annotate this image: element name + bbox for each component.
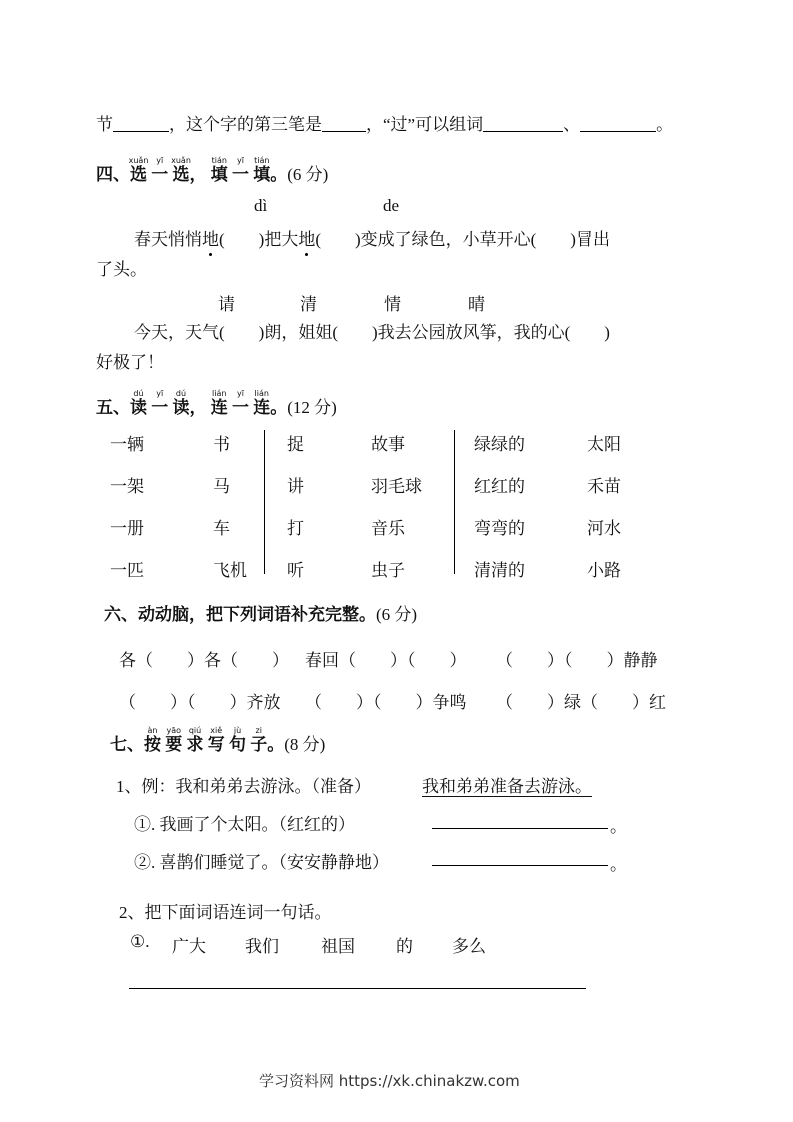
choice-qing-2: 清 <box>300 295 317 314</box>
pinyin-de: de <box>383 196 400 215</box>
match-col3-item[interactable]: 捉 <box>287 435 304 454</box>
idiom-3: （ ）（ ）静静 <box>496 651 658 670</box>
idiom-1: 各（ ）各（ ） <box>119 651 289 670</box>
idiom-4: （ ）（ ）齐放 <box>119 693 281 712</box>
sec4-sentence-1-line-2: 了头。 <box>96 260 147 279</box>
section-5-title: 五、读dú 一yī 读dú， 连lián 一yī 连lián。(12 分) <box>96 389 337 417</box>
match-col6-item[interactable]: 河水 <box>587 519 621 538</box>
answer-line-1-period: 。 <box>610 817 627 836</box>
match-col4-item[interactable]: 音乐 <box>371 519 405 538</box>
answer-line-1[interactable] <box>432 828 608 829</box>
choice-qing-1: 请 <box>218 295 235 314</box>
match-col6-item[interactable]: 太阳 <box>587 435 621 454</box>
blank-3[interactable] <box>483 115 563 132</box>
sec4-sentence-2: 今天，天气( )朗，姐姐( )我去公园放风筝，我的心( ) <box>134 323 610 342</box>
answer-line-2[interactable] <box>432 865 608 866</box>
match-col5-item[interactable]: 清清的 <box>474 561 525 580</box>
top-text-e: 。 <box>656 115 674 134</box>
sentence-answer-line[interactable] <box>129 988 586 989</box>
match-col2-item[interactable]: 飞机 <box>213 561 247 580</box>
footer-watermark: 学习资料网 https://xk.chinakzw.com <box>259 1072 520 1090</box>
match-col5-item[interactable]: 绿绿的 <box>474 435 525 454</box>
choice-qing-4: 晴 <box>468 295 485 314</box>
blank-1[interactable] <box>113 115 169 132</box>
match-col1-item[interactable]: 一匹 <box>110 561 144 580</box>
pinyin-di: dì <box>254 196 268 215</box>
word-5: 多么 <box>452 937 486 956</box>
section-7-score: (8 分) <box>284 735 326 754</box>
idiom-2: 春回（ ）（ ） <box>305 651 467 670</box>
match-col4-item[interactable]: 故事 <box>371 435 405 454</box>
match-col5-item[interactable]: 弯弯的 <box>474 519 525 538</box>
section-6-title: 六、动动脑，把下列词语补充完整。(6 分) <box>104 605 418 624</box>
match-col2-item[interactable]: 车 <box>213 519 230 538</box>
match-divider-1 <box>264 430 265 574</box>
word-1: 广大 <box>172 937 206 956</box>
sec4-sentence-2-line-2: 好极了！ <box>96 353 164 372</box>
part-2-instruction: 2、把下面词语连词一句话。 <box>119 903 332 922</box>
match-col2-item[interactable]: 书 <box>213 435 230 454</box>
top-text-d: 、 <box>563 115 581 134</box>
top-text-b: ，这个字的第三笔是 <box>169 115 322 134</box>
match-col5-item[interactable]: 红红的 <box>474 477 525 496</box>
match-col3-item[interactable]: 打 <box>287 519 304 538</box>
choice-qing-3: 情 <box>384 295 401 314</box>
section-4-title: 四、选xuǎn 一yī 选xuǎn， 填tián 一yī 填tián。(6 分) <box>96 156 329 184</box>
match-col1-item[interactable]: 一架 <box>110 477 144 496</box>
idiom-6: （ ）绿（ ）红 <box>496 693 666 712</box>
section-5-num: 五、 <box>96 398 130 417</box>
idiom-5: （ ）（ ）争鸣 <box>305 693 467 712</box>
rewrite-question-2: ②. 喜鹊们睡觉了。（安安静静地） <box>134 853 389 872</box>
word-3: 祖国 <box>321 937 355 956</box>
match-divider-2 <box>454 430 455 574</box>
section-7-num: 七、 <box>110 735 144 754</box>
top-text-c: ，“过”可以组词 <box>366 115 484 134</box>
match-col6-item[interactable]: 小路 <box>587 561 621 580</box>
dotted-char-2: 地 <box>298 225 315 250</box>
section-6-score: (6 分) <box>376 605 418 624</box>
match-col3-item[interactable]: 听 <box>287 561 304 580</box>
blank-4[interactable] <box>580 115 656 132</box>
match-col6-item[interactable]: 禾苗 <box>587 477 621 496</box>
sec4-sentence-1: 春天悄悄地( )把大地( )变成了绿色，小草开心( )冒出 <box>134 225 610 250</box>
match-col1-item[interactable]: 一册 <box>110 519 144 538</box>
words-num: ①. <box>130 932 150 951</box>
word-2: 我们 <box>245 937 279 956</box>
match-col2-item[interactable]: 马 <box>213 477 230 496</box>
section-4-score: (6 分) <box>287 165 329 184</box>
match-col3-item[interactable]: 讲 <box>287 477 304 496</box>
dotted-char-1: 地 <box>202 225 219 250</box>
rewrite-question-1: ①. 我画了个太阳。（红红的） <box>134 815 355 834</box>
example-answer: 我和弟弟准备去游泳。 <box>422 777 592 796</box>
match-col4-item[interactable]: 虫子 <box>371 561 405 580</box>
section-7-title: 七、按àn 要yāo 求qiú 写xiě 句jù 子zi。(8 分) <box>110 726 326 754</box>
top-line <box>96 110 673 135</box>
section-5-score: (12 分) <box>287 398 337 417</box>
word-4: 的 <box>396 937 413 956</box>
answer-line-2-period: 。 <box>610 855 627 874</box>
section-4-num: 四、 <box>96 165 130 184</box>
blank-2[interactable] <box>322 115 366 132</box>
match-col1-item[interactable]: 一辆 <box>110 435 144 454</box>
match-col4-item[interactable]: 羽毛球 <box>371 477 422 496</box>
top-text-a: 节 <box>96 115 113 134</box>
example-label: 1、例：我和弟弟去游泳。（准备） <box>116 777 371 796</box>
